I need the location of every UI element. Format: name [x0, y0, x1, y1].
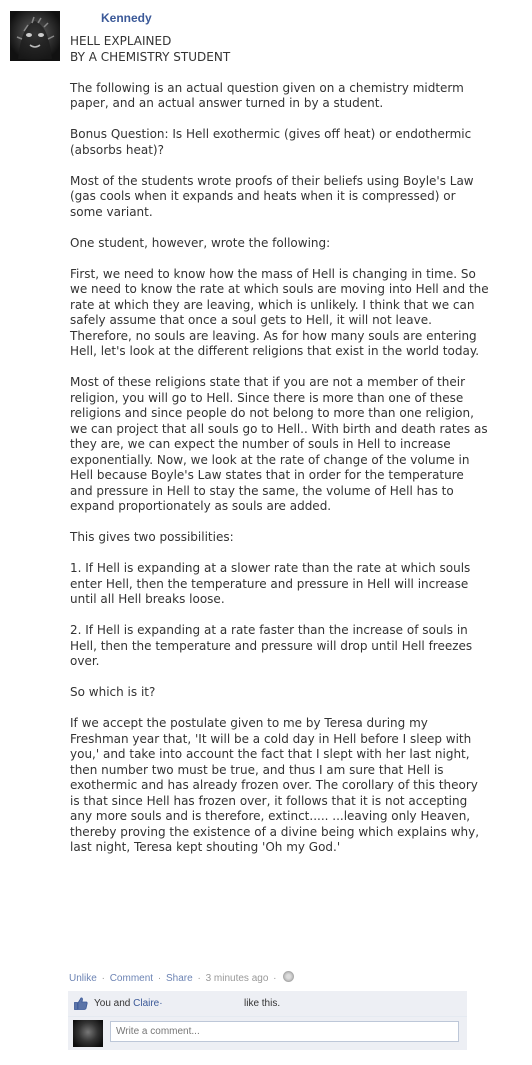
post-paragraph: So which is it?: [70, 685, 156, 699]
likes-prefix: You and: [94, 998, 134, 1009]
separator: ·: [273, 973, 277, 984]
share-link[interactable]: Share: [165, 973, 193, 984]
thumbs-up-icon: [74, 997, 88, 1013]
globe-icon[interactable]: [283, 971, 294, 982]
author-avatar[interactable]: [10, 11, 60, 61]
post-paragraph: This gives two possibilities:: [70, 530, 234, 544]
post-paragraph: One student, however, wrote the following:: [70, 235, 331, 250]
likes-suffix: like this.: [244, 998, 281, 1009]
post-paragraph: Most of these religions state that if you are not a member of their religion, you will go to Hell. Since there is more than one of these religions and since people do not belong to more than one religion, we can project that all souls go to Hell.. With birth and death rates as they are, we can expect the number of souls in Hell to increase exponentially. Now, we look at the rate of change of the volume in Hell because Boyle's Law states that in order for the temperature and pressure in Hell to stay the same, the volume of Hell has to expand proportionately as souls are added.: [70, 375, 492, 513]
post-body: [70, 34, 493, 871]
comment-input[interactable]: Write a comment...: [110, 1021, 459, 1042]
commenter-avatar: [73, 1020, 103, 1047]
post-actions: [69, 971, 294, 984]
comment-link[interactable]: Comment: [109, 973, 154, 984]
unlike-link[interactable]: Unlike: [69, 973, 97, 984]
post-paragraph: If we accept the postulate given to me by Teresa during my Freshman year that, 'It will be a cold day in Hell before I sleep with you,' and take into account the fact that I slept with her last night, then number two must be true, and thus I am sure that Hell is exothermic and has already frozen over. The corollary of this theory is that since Hell has frozen over, it follows that it is not accepting any more souls and is therefore, extinct..... ...leaving only Heaven, thereby proving the existence of a divine being which explains why, last night, Teresa kept shouting 'Oh my God.': [70, 716, 483, 854]
post-paragraph: 1. If Hell is expanding at a slower rate than the rate at which souls enter Hell, then the temperature and pressure in Hell will increase until all Hell breaks loose.: [70, 561, 475, 606]
comment-composer: [68, 1017, 467, 1050]
post-paragraph: 2. If Hell is expanding at a rate faster than the increase of souls in Hell, then the temperature and pressure will drop until Hell freezes over.: [70, 623, 477, 668]
post-paragraph: HELL EXPLAINED BY A CHEMISTRY STUDENT: [70, 34, 231, 64]
likes-summary: [68, 991, 467, 1017]
liker-name-link[interactable]: Claire: [133, 998, 160, 1009]
separator: ·: [157, 973, 162, 984]
post-paragraph: The following is an actual question given on a chemistry midterm paper, and an actual answer turned in by a student.: [70, 80, 468, 110]
separator: ·: [101, 973, 105, 984]
separator: ·: [197, 973, 201, 984]
post-paragraph: Most of the students wrote proofs of their beliefs using Boyle's Law (gas cools when it expands and heats when it is compressed) or some variant.: [70, 173, 478, 219]
author-name[interactable]: Kennedy: [101, 11, 152, 25]
timestamp[interactable]: 3 minutes ago: [205, 973, 269, 984]
separator: ·: [159, 998, 163, 1009]
post-paragraph: First, we need to know how the mass of Hell is changing in time. So we need to know the rate at which souls are moving into Hell and the rate at which they are leaving, which is unlikely. I think that we can safely assume that once a soul gets to Hell, it will not leave. Therefore, no souls are leaving. As for how many souls are entering Hell, let's look at the different religions that exist in the world today.: [70, 266, 493, 358]
post-paragraph: Bonus Question: Is Hell exothermic (gives off heat) or endothermic (absorbs heat)?: [70, 127, 476, 157]
